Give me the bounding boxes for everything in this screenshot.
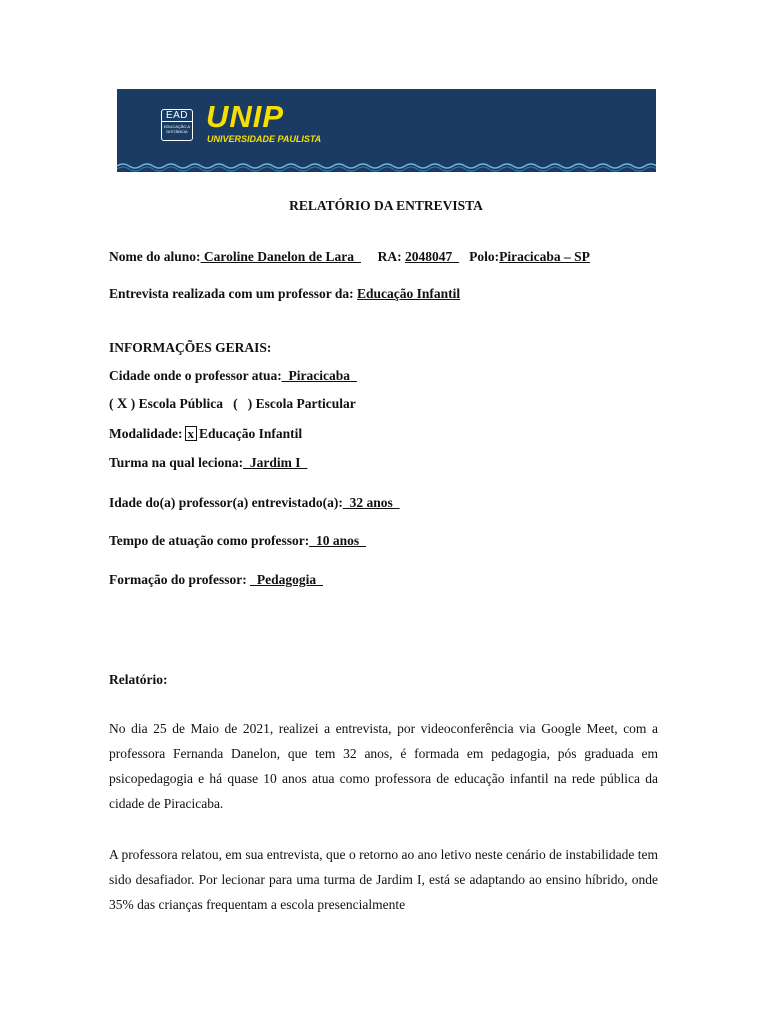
- wave-decoration: [117, 160, 656, 172]
- student-name-label: Nome do aluno:: [109, 249, 201, 264]
- age-line: [109, 494, 400, 512]
- class-value: _Jardim I_: [243, 455, 308, 470]
- modality-label: Modalidade:: [109, 426, 183, 441]
- private-open: (: [233, 396, 238, 411]
- modality-value: Educação Infantil: [199, 426, 303, 441]
- tenure-line: [109, 532, 366, 550]
- polo-value: Piracicaba – SP: [499, 249, 590, 264]
- header-banner: [117, 89, 656, 172]
- ra-value: 2048047_: [405, 249, 460, 264]
- city-value: _Piracicaba_: [281, 368, 357, 383]
- report-paragraph-1: No dia 25 de Maio de 2021, realizei a entrevista, por videoconferência via Google Meet, com a professora Fernanda Danelon, que tem 32 anos, é formada em pedagogia, pós graduada em psicopedagogia e há quase 10 anos atua como professora de educação infantil na rede pública da cidade de Piracicaba.: [109, 721, 658, 811]
- school-type-line: [109, 395, 356, 413]
- modality-checkbox: x: [185, 426, 198, 441]
- report-heading: Relatório:: [109, 672, 168, 687]
- unip-logo: UNIP: [206, 99, 285, 134]
- class-label: Turma na qual leciona:: [109, 455, 244, 470]
- general-heading: INFORMAÇÕES GERAIS:: [109, 340, 272, 355]
- city-label: Cidade onde o professor atua:: [109, 368, 282, 383]
- tenure-label: Tempo de atuação como professor:: [109, 533, 310, 548]
- unip-subtitle: UNIVERSIDADE PAULISTA: [207, 134, 322, 144]
- interview-label: Entrevista realizada com um professor da:: [109, 286, 354, 301]
- city-line: [109, 367, 357, 385]
- ead-logo: [161, 109, 193, 141]
- ead-sub-label: EDUCAÇÃO A DISTÂNCIA: [163, 124, 191, 134]
- tenure-value: _10 anos_: [309, 533, 366, 548]
- training-value: _Pedagogia_: [250, 572, 323, 587]
- class-line: [109, 454, 307, 472]
- age-label: Idade do(a) professor(a) entrevistado(a):: [109, 495, 343, 510]
- document-title: RELATÓRIO DA ENTREVISTA: [289, 198, 483, 213]
- report-paragraph-2: A professora relatou, em sua entrevista, que o retorno ao ano letivo neste cenário de instabilidade tem sido desafiador. Por lecionar para uma turma de Jardim I, está se adaptando ao ensino híbrido, onde 35% das crianças frequentam a escola presencialmente: [109, 847, 658, 912]
- age-value: _32 anos_: [342, 495, 400, 510]
- interview-value: Educação Infantil: [356, 286, 461, 301]
- public-open: (: [109, 396, 114, 411]
- public-school-label: ) Escola Pública: [130, 396, 223, 411]
- student-line: [109, 248, 590, 266]
- ead-label: EAD: [162, 110, 192, 122]
- training-label: Formação do professor:: [109, 572, 247, 587]
- private-school-label: ) Escola Particular: [247, 396, 356, 411]
- interview-line: [109, 285, 460, 303]
- training-line: [109, 571, 323, 589]
- modality-line: [109, 425, 302, 443]
- polo-label: Polo:: [469, 249, 500, 264]
- public-school-mark: X: [116, 396, 128, 412]
- student-name-value: Caroline Danelon de Lara_: [200, 249, 361, 264]
- ra-label: RA:: [377, 249, 402, 264]
